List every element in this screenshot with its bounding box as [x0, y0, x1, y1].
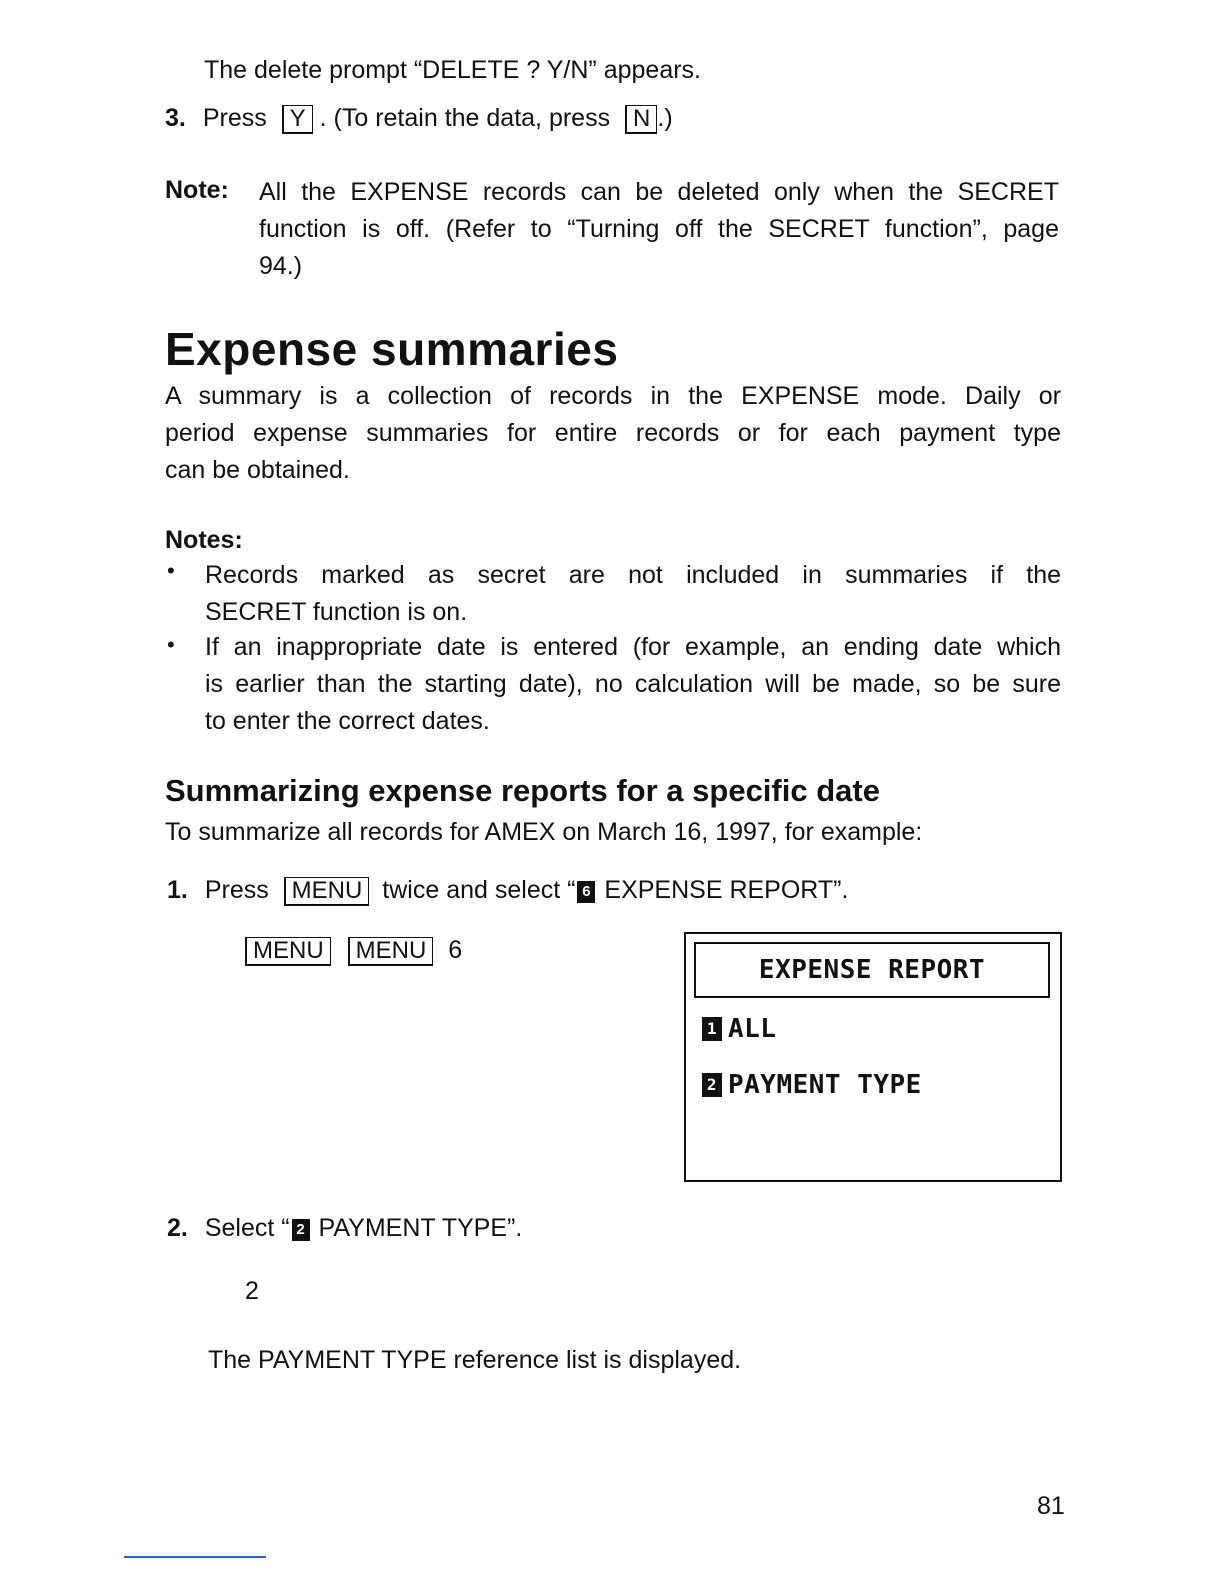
page-number: 81	[1037, 1492, 1065, 1520]
step-text: .)	[657, 104, 673, 132]
step-1	[167, 876, 848, 906]
subsection-title: Summarizing expense reports for a specific date	[165, 773, 880, 808]
digit-key: 2	[245, 1277, 259, 1305]
lcd-screen	[684, 932, 1062, 1182]
bullet-line: SECRET function is on.	[205, 598, 468, 626]
step-number: 1.	[167, 876, 188, 904]
menu-key: MENU	[348, 937, 434, 966]
option-label: PAYMENT TYPE	[728, 1070, 922, 1100]
option-label: ALL	[728, 1014, 777, 1044]
digit-key: 6	[448, 936, 463, 964]
subsection-intro: To summarize all records for AMEX on March 16, 1997, for example:	[165, 818, 923, 846]
lcd-header: EXPENSE REPORT	[694, 942, 1050, 998]
lcd-option-all	[702, 1014, 776, 1044]
menu-key: MENU	[284, 877, 370, 906]
delete-prompt-text: The delete prompt “DELETE ? Y/N” appears.	[204, 56, 701, 84]
intro-line: period expense summaries for entire records or for each payment type	[165, 419, 1061, 447]
bullet-icon: •	[167, 632, 175, 657]
step-1-key-sequence	[245, 936, 462, 966]
option-6-badge: 6	[577, 881, 595, 903]
option-2-badge: 2	[702, 1073, 722, 1097]
bullet-line: is earlier than the starting date), no calculation will be made, so be sure	[205, 670, 1061, 698]
intro-line: can be obtained.	[165, 456, 350, 484]
notes-label: Notes:	[165, 526, 243, 554]
bullet-line: Records marked as secret are not included in summaries if the	[205, 561, 1061, 589]
step-text: Press	[204, 876, 269, 904]
y-key: Y	[282, 105, 313, 134]
step-text: EXPENSE REPORT”.	[604, 876, 849, 904]
note-line: 94.)	[259, 252, 303, 280]
note-body	[259, 174, 1059, 285]
notes-bullet-2	[205, 629, 1061, 740]
step-2-result: The PAYMENT TYPE reference list is displayed.	[208, 1346, 742, 1374]
step-text: Select “	[204, 1214, 290, 1242]
step-number: 3.	[165, 104, 186, 132]
bullet-icon: •	[167, 558, 175, 583]
menu-key: MENU	[245, 937, 331, 966]
step-number: 2.	[167, 1214, 188, 1242]
option-2-badge: 2	[292, 1219, 310, 1241]
lcd-option-payment-type	[702, 1070, 922, 1100]
step-text: twice and select “	[382, 876, 576, 904]
bullet-line: to enter the correct dates.	[205, 707, 490, 735]
bullet-line: If an inappropriate date is entered (for example, an ending date which	[205, 633, 1061, 661]
notes-bullet-1	[205, 557, 1061, 631]
section-title: Expense summaries	[165, 323, 619, 375]
note-line: All the EXPENSE records can be deleted only when the SECRET	[259, 178, 1059, 206]
note-line: function is off. (Refer to “Turning off the SECRET function”, page	[259, 215, 1059, 243]
footer-divider	[124, 1556, 266, 1558]
step-2	[167, 1214, 522, 1243]
intro-line: A summary is a collection of records in the EXPENSE mode. Daily or	[165, 382, 1061, 410]
step-3	[165, 104, 673, 134]
n-key: N	[625, 105, 657, 134]
step-text: . (To retain the data, press	[319, 104, 611, 132]
section-intro	[165, 378, 1061, 489]
option-1-badge: 1	[702, 1017, 722, 1041]
step-text: Press	[202, 104, 267, 132]
note-label: Note:	[165, 176, 229, 204]
step-text: PAYMENT TYPE”.	[318, 1214, 523, 1242]
